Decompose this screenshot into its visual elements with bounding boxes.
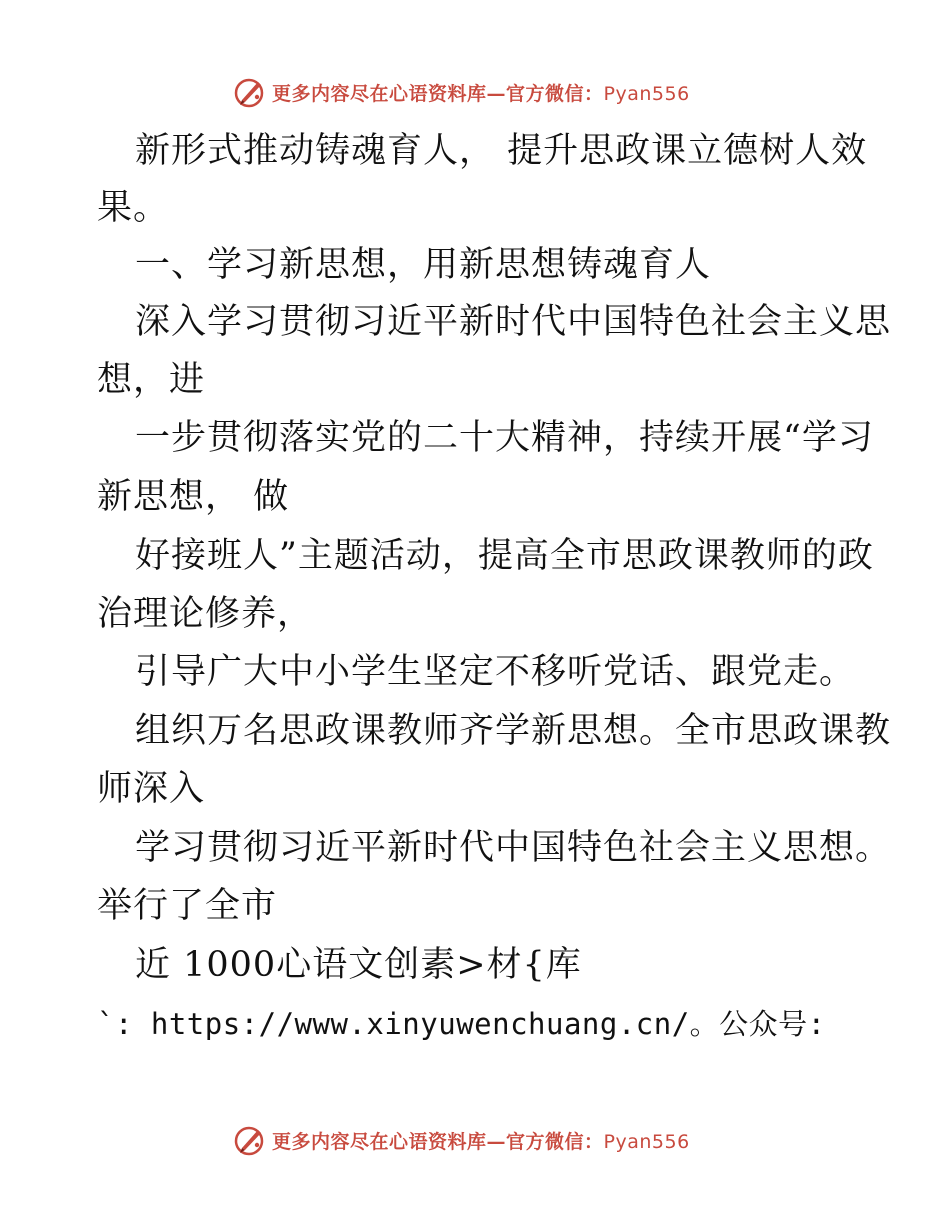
paragraph-line: 新形式推动铸魂育人， 提升思政课立德树人效 bbox=[135, 131, 868, 171]
watermark-text: 更多内容尽在心语资料库—官方微信：Pyan556 bbox=[272, 83, 690, 105]
paragraph-line: 治理论修养， bbox=[97, 594, 314, 634]
quill-pen-logo-icon bbox=[233, 76, 267, 108]
paragraph-line: 新思想， 做 bbox=[97, 477, 290, 517]
paragraph-line: 近 1000心语文创素>材{库 bbox=[135, 945, 582, 985]
wechat-id: Pyan556 bbox=[603, 83, 690, 105]
paragraph-line: 想，进 bbox=[97, 360, 206, 400]
section-heading: 一、学习新思想，用新思想铸魂育人 bbox=[135, 245, 712, 285]
watermark-text: 更多内容尽在心语资料库—官方微信：Pyan556 bbox=[272, 1131, 690, 1153]
paragraph-line: 一步贯彻落实党的二十大精神，持续开展“学习 bbox=[135, 418, 874, 458]
paragraph-line: 深入学习贯彻习近平新时代中国特色社会主义思 bbox=[135, 302, 892, 342]
quill-pen-logo-icon bbox=[233, 1124, 267, 1156]
paragraph-line: 好接班人”主题活动，提高全市思政课教师的政 bbox=[135, 536, 874, 576]
paragraph-line: 学习贯彻习近平新时代中国特色社会主义思想。 bbox=[135, 828, 892, 868]
paragraph-line: 组织万名思政课教师齐学新思想。全市思政课教 bbox=[135, 711, 892, 751]
header-watermark bbox=[0, 72, 950, 112]
paragraph-line: 师深入 bbox=[97, 769, 206, 809]
url-line: `: https://www.xinyuwenchuang.cn/。公众号: bbox=[97, 1007, 826, 1041]
paragraph-line: 举行了全市 bbox=[97, 886, 278, 926]
paragraph-line: 果。 bbox=[97, 188, 170, 228]
wechat-id: Pyan556 bbox=[603, 1131, 690, 1153]
footer-watermark bbox=[0, 1120, 950, 1160]
paragraph-line: 引导广大中小学生坚定不移听党话、跟党走。 bbox=[135, 652, 856, 692]
